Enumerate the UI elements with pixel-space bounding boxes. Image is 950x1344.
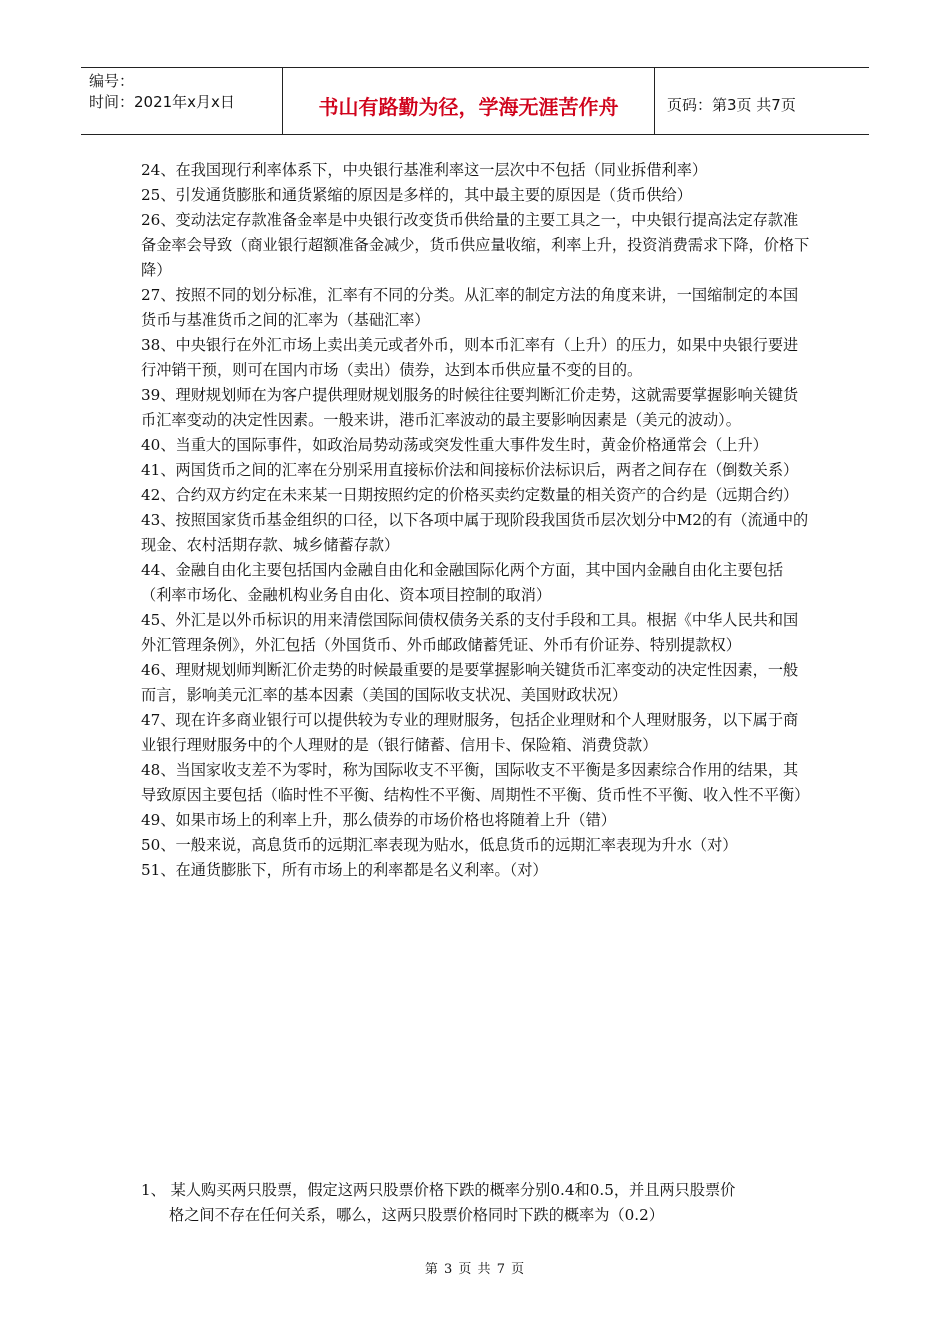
paragraph-46: 46、理财规划师判断汇价走势的时候最重要的是要掌握影响关键货币汇率变动的决定性因素，一般而言，影响美元汇率的基本因素（美国的国际收支状况、美国财政状况） [141, 661, 799, 704]
document-body [141, 158, 811, 883]
motto-text: 书山有路勤为径，学海无涯苦作舟 [318, 94, 619, 119]
paragraph-44: 44、金融自由化主要包括国内金融自由化和金融国际化两个方面，其中国内金融自由化主要包括（利率市场化、金融机构业务自由化、资本项目控制的取消） [141, 561, 784, 604]
paragraph-40: 40、当重大的国际事件，如政治局势动荡或突发性重大事件发生时，黄金价格通常会（上升） [141, 436, 768, 454]
paragraph-27: 27、按照不同的划分标准，汇率有不同的分类。从汇率的制定方法的角度来讲，一国缩制定的本国货币与基准货币之间的汇率为（基础汇率） [141, 286, 799, 329]
paragraph-26: 26、变动法定存款准备金率是中央银行改变货币供给量的主要工具之一，中央银行提高法定存款准备金率会导致（商业银行超额准备金减少，货币供应量收缩，利率上升，投资消费需求下降，价格下降） [141, 211, 810, 279]
header-page-number [655, 68, 869, 134]
paragraph-48: 48、当国家收支差不为零时，称为国际收支不平衡，国际收支不平衡是多因素综合作用的结果，其导致原因主要包括（临时性不平衡、结构性不平衡、周期性不平衡、货币性不平衡、收入性不平衡） [141, 761, 810, 804]
paragraph-47: 47、现在许多商业银行可以提供较为专业的理财服务，包括企业理财和个人理财服务，以下属于商业银行理财服务中的个人理财的是（银行储蓄、信用卡、保险箱、消费贷款） [141, 711, 799, 754]
paragraph-43: 43、按照国家货币基金组织的口径，以下各项中属于现阶段我国货币层次划分中M2的有（流通中的现金、农村活期存款、城乡储蓄存款） [141, 511, 809, 554]
paragraph-25: 25、引发通货膨胀和通货紧缩的原因是多样的，其中最主要的原因是（货币供给） [141, 186, 692, 204]
question-1-line-2: 格之间不存在任何关系，哪么，这两只股票价格同时下跌的概率为（0.2） [169, 1206, 664, 1224]
paragraph-41: 41、两国货币之间的汇率在分别采用直接标价法和间接标价法标识后，两者之间存在（倒数关系） [141, 461, 799, 479]
paragraph-39: 39、理财规划师在为客户提供理财规划服务的时候往往要判断汇价走势，这就需要掌握影响关键货币汇率变动的决定性因素。一般来讲，港币汇率波动的最主要影响因素是（美元的波动）。 [141, 386, 799, 429]
paragraph-42: 42、合约双方约定在未来某一日期按照约定的价格买卖约定数量的相关资产的合约是（远期合约） [141, 486, 799, 504]
paragraph-38: 38、中央银行在外汇市场上卖出美元或者外币，则本币汇率有（上升）的压力，如果中央银行要进行冲销干预，则可在国内市场（卖出）债券，达到本币供应量不变的目的。 [141, 336, 799, 379]
document-code: 编号： [89, 72, 135, 90]
header-motto [283, 68, 655, 134]
paragraph-51: 51、在通货膨胀下，所有市场上的利率都是名义利率。（对） [141, 861, 548, 879]
question-1-line-1: 1、 某人购买两只股票，假定这两只股票价格下跌的概率分别0.4和0.5，并且两只股票价 [141, 1181, 736, 1199]
document-date: 时间：2021年x月x日 [89, 93, 235, 111]
paragraph-24: 24、在我国现行利率体系下，中央银行基准利率这一层次中不包括（同业拆借利率） [141, 161, 708, 179]
paragraph-49: 49、如果市场上的利率上升，那么债券的市场价格也将随着上升（错） [141, 811, 616, 829]
paragraph-50: 50、一般来说，高息货币的远期汇率表现为贴水，低息货币的远期汇率表现为升水（对） [141, 836, 738, 854]
page-header [81, 67, 869, 135]
page-footer: 第 3 页 共 7 页 [424, 1262, 526, 1277]
page-number-text: 页码：第3页 共7页 [667, 95, 796, 114]
paragraph-45: 45、外汇是以外币标识的用来清偿国际间债权债务关系的支付手段和工具。根据《中华人民共和国外汇管理条例》，外汇包括（外国货币、外币邮政储蓄凭证、外币有价证券、特别提款权） [141, 611, 799, 654]
header-meta [81, 68, 283, 134]
question-1 [141, 1178, 813, 1228]
